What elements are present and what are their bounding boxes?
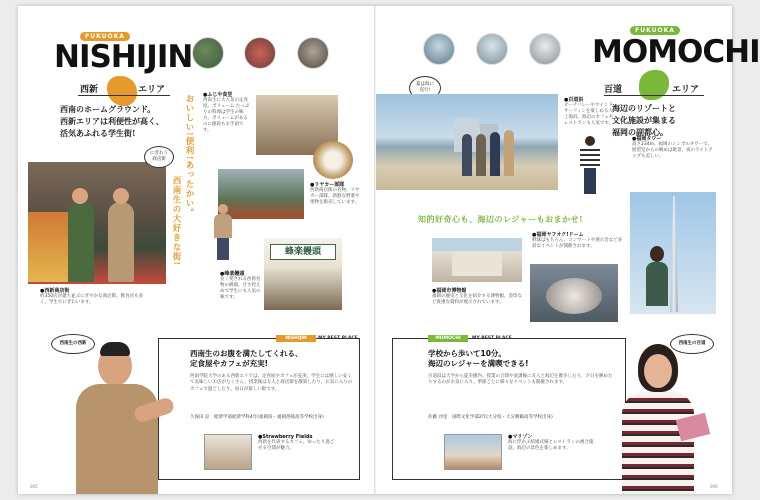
left-lead-line: 活気あふれる学生街! [60, 128, 136, 138]
right-lead-line: 福岡の副都心。 [612, 127, 668, 137]
right-speech-bubble: 夏は海に 直行! [409, 76, 441, 100]
male-student-portrait [68, 342, 178, 494]
spot-caption-manju [220, 271, 262, 301]
left-circle-photo-1 [192, 37, 224, 69]
spot-name: ●百道浜 [564, 97, 584, 103]
fruit-stall [28, 212, 68, 282]
right-area-title: MOMOCHI [592, 34, 760, 70]
left-circle-photo-2 [244, 37, 276, 69]
right-place-tag: MOMOCHI [428, 335, 468, 342]
fukuoka-tower-photo [630, 192, 716, 314]
spot-name: ●福岡タワー [632, 136, 662, 142]
right-page-number: 006 [710, 484, 718, 489]
shotengai-photo [28, 162, 166, 284]
student-figure [462, 134, 472, 176]
left-mini-caption [258, 434, 338, 452]
left-lead-line: 西南のホームグラウンド。 [60, 104, 156, 114]
manju-shop-photo [264, 238, 342, 310]
left-fukuoka-tag: FUKUOKA [80, 32, 130, 41]
student-figure [504, 130, 514, 176]
right-best-label: 西南生の百道 [670, 334, 714, 354]
right-circle-photo-2 [476, 33, 508, 65]
left-best-title: 西南生のお腹を満たしてくれる、 定食屋やカフェが充実! [190, 349, 303, 368]
left-best-body: 西南学院大学のある西新エリアは、定食屋やカフェが充実。学生には嬉しい安くて美味しいお店がたくさん。授業後は友人と商店街を散策したり、お気に入りのカフェで過ごしたり、毎日が楽しい街です。 [190, 374, 353, 392]
spot-text: 西新を代表するカフェ。ゆったり過ごせる空間が魅力。 [258, 440, 335, 451]
spot-text: 高さ234m。福岡のシンボルタワーで、展望室からの眺めは絶景。夜のライトアップも美しい。 [632, 142, 713, 159]
spot-text: 西南生に大人気の定食屋。ボリューム たっぷりの料理は学生の味方。ボリュームがあるのに値段もお手頃です。 [203, 98, 250, 133]
spot-name: ●ふじや食堂 [203, 92, 233, 98]
museum-photo [432, 238, 522, 282]
right-my-best-label: MY BEST PLACE [472, 336, 512, 341]
spot-caption-tower [632, 136, 714, 160]
left-title-rule [78, 95, 170, 96]
spot-text: 西新商店街の名物、リヤカー部隊。新鮮な野菜や果物を販売しています。 [310, 188, 360, 205]
spot-text: 福岡の歴史と文化を紹介する博物館。金印など貴重な資料が展示されています。 [432, 294, 522, 305]
right-lead-line: 海辺のリゾートと [612, 103, 676, 113]
spot-caption-museum [432, 288, 524, 306]
female-student-portrait [608, 344, 718, 494]
tower-shape [670, 196, 678, 312]
left-place-tag: NISHIJIN [276, 335, 316, 342]
spot-caption-momochihama [564, 97, 614, 127]
right-circle-photo-1 [423, 33, 455, 65]
spot-name: ●西新商店街 [40, 288, 70, 294]
spot-name: ●マリゾン [508, 434, 533, 440]
student-figure [108, 202, 134, 282]
left-circle-photo-3 [297, 37, 329, 69]
spot-name: ●リヤカー部隊 [310, 182, 345, 188]
left-vertical-slogan [183, 94, 195, 314]
left-vertical-slogan-2 [170, 176, 182, 316]
page-gutter [374, 6, 376, 494]
spot-text: 長く愛される西新名物の饅頭。甘さ控えめで学生にも人気の味です。 [220, 277, 261, 300]
spot-text: ビーチバレーやウインドサーフィンを楽しめる人工海浜。海辺のカフェやレストランも人気です。 [564, 103, 614, 126]
right-best-title: 学校から歩いて10分。 海辺のレジャーを満喫できる! [428, 349, 529, 368]
left-best-label: 西南生の西新 [51, 334, 95, 354]
marizon-photo [444, 434, 502, 470]
student-head [72, 188, 88, 204]
manju-shop-sign: 蜂楽饅頭 [270, 244, 336, 260]
right-mini-caption [508, 434, 598, 452]
student-head [113, 188, 129, 204]
right-area-word: エリア [672, 85, 700, 95]
spot-text: 野球はもちろん、コンサートや展示会など多彩なイベントが開催されます。 [532, 238, 623, 249]
spot-text: 海に浮かぶ結婚式場とレストランの複合施設。海辺の景色を楽しめます。 [508, 440, 594, 451]
spot-caption-dome [532, 232, 624, 250]
right-fukuoka-tag: FUKUOKA [630, 26, 680, 35]
left-best-student-name: 久保田 涼 経済学部経済学科4年(福岡県・福岡西陵高等学校出身) [190, 415, 324, 420]
spot-name: ●福岡ヤフオク!ドーム [532, 232, 584, 238]
right-area-kanji: 百道 [604, 85, 623, 95]
momochi-beach-photo [376, 94, 558, 190]
right-lead-line: 文化施設が集まる [612, 115, 676, 125]
student-figure [490, 132, 500, 176]
student-standing [214, 204, 232, 262]
slogan-part: 西南生の大好きな街! [171, 176, 181, 267]
slogan-part: おいしい!便利!あったかい。 [184, 94, 194, 218]
left-lead-line: 西新エリアは利便性が高く、 [60, 116, 164, 126]
right-best-student-name: 佐藤 沙里 国際文化学部2年(大分県・大分舞鶴高等学校出身) [428, 415, 553, 420]
left-page-number: 005 [30, 484, 38, 489]
dome-shape [546, 278, 602, 314]
right-circle-photo-3 [529, 33, 561, 65]
right-best-body: 百道浜は大学から徒歩圏内。授業の合間や放課後に友人と海辺を散歩したり、夕日を眺めたりするのがお気に入り。季節ごとに様々なイベントも開催されます。 [428, 374, 613, 386]
magazine-spread [18, 6, 760, 494]
left-lead-text [60, 103, 190, 139]
female-student-waving [578, 136, 602, 198]
right-slogan: 知的好奇心も、海辺のレジャーもおまかせ! [418, 214, 584, 224]
spot-name: ●Strawberry Fields [258, 434, 313, 440]
spot-name: ●福岡市博物館 [432, 288, 467, 294]
left-speech-bubble: にぎわう 商店街 [144, 146, 174, 168]
left-area-title: NISHIJIN [54, 39, 193, 75]
fujiya-food-photo [313, 141, 353, 179]
spot-caption-fujiya [203, 92, 251, 134]
student-figure [68, 202, 94, 282]
female-student-figure [646, 246, 668, 306]
spot-name: ●峰楽饅頭 [220, 271, 245, 277]
strawberry-fields-photo [204, 434, 252, 470]
right-title-rule [604, 95, 704, 96]
nishijin-map-shape [107, 76, 137, 106]
spot-text: 約350店が建ち並ぶにぎやかな商店街。飲食店も多く、学生でにぎわいます。 [40, 294, 144, 305]
spot-caption-riyaka [310, 182, 360, 206]
left-my-best-label: MY BEST PLACE [318, 336, 358, 341]
spot-caption-shotengai [40, 288, 150, 306]
left-area-kanji: 西新 [80, 85, 99, 95]
left-area-word: エリア [138, 85, 166, 95]
student-figure [476, 134, 486, 176]
museum-building [452, 252, 502, 276]
right-lead-text [612, 102, 722, 138]
dome-photo [530, 264, 618, 322]
